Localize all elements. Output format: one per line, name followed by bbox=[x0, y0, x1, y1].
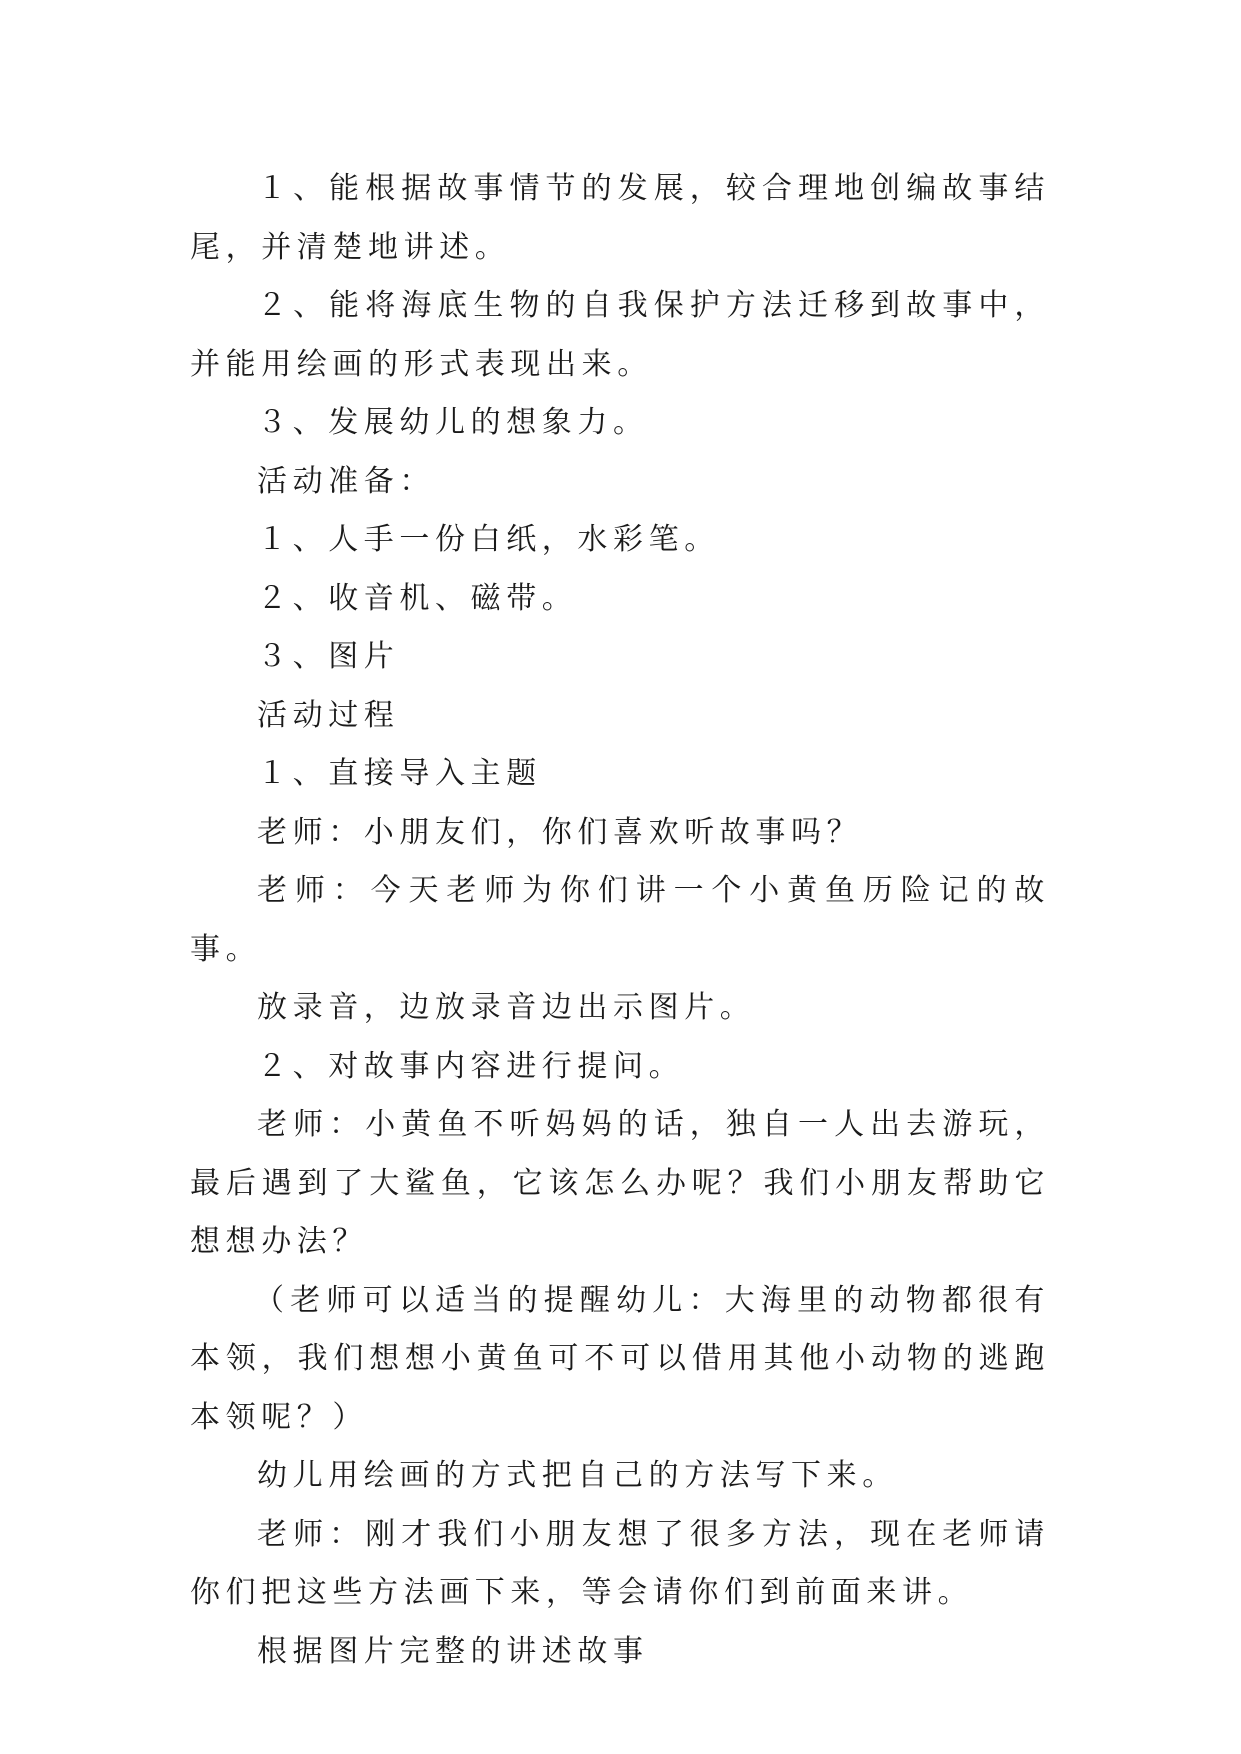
goal-item-1: １、能根据故事情节的发展，较合理地创编故事结尾，并清楚地讲述。 bbox=[190, 171, 1050, 265]
teacher-note: （老师可以适当的提醒幼儿：大海里的动物都很有本领，我们想想小黄鱼可不可以借用其他小动物的逃跑本领呢？） bbox=[190, 1282, 1050, 1435]
dialogue-line: 老师：小黄鱼不听妈妈的话，独自一人出去游玩，最后遇到了大鲨鱼，它该怎么办呢？我们小朋友帮助它想想办法？ bbox=[190, 1107, 1050, 1259]
goal-item-3: ３、发展幼儿的想象力。 bbox=[257, 405, 649, 440]
dialogue-line: 老师：小朋友们，你们喜欢听故事吗？ bbox=[257, 814, 863, 850]
document-body bbox=[190, 160, 1050, 1681]
process-step-2: ２、对故事内容进行提问。 bbox=[257, 1048, 685, 1084]
process-step-1: １、直接导入主题 bbox=[257, 756, 542, 791]
section-heading-preparation: 活动准备： bbox=[257, 463, 435, 499]
instruction-line: 幼儿用绘画的方式把自己的方法写下来。 bbox=[257, 1458, 898, 1493]
preparation-item-1: １、人手一份白纸，水彩笔。 bbox=[257, 522, 720, 557]
dialogue-line: 老师：刚才我们小朋友想了很多方法，现在老师请你们把这些方法画下来，等会请你们到前面来讲。 bbox=[190, 1516, 1050, 1610]
instruction-line: 放录音，边放录音边出示图片。 bbox=[257, 990, 756, 1025]
section-heading-process: 活动过程 bbox=[257, 697, 400, 733]
instruction-line: 根据图片完整的讲述故事 bbox=[257, 1633, 649, 1669]
dialogue-line: 老师：今天老师为你们讲一个小黄鱼历险记的故事。 bbox=[190, 873, 1050, 967]
goal-item-2: ２、能将海底生物的自我保护方法迁移到故事中，并能用绘画的形式表现出来。 bbox=[190, 288, 1050, 382]
preparation-item-2: ２、收音机、磁带。 bbox=[257, 580, 578, 616]
preparation-item-3: ３、图片 bbox=[257, 639, 400, 674]
